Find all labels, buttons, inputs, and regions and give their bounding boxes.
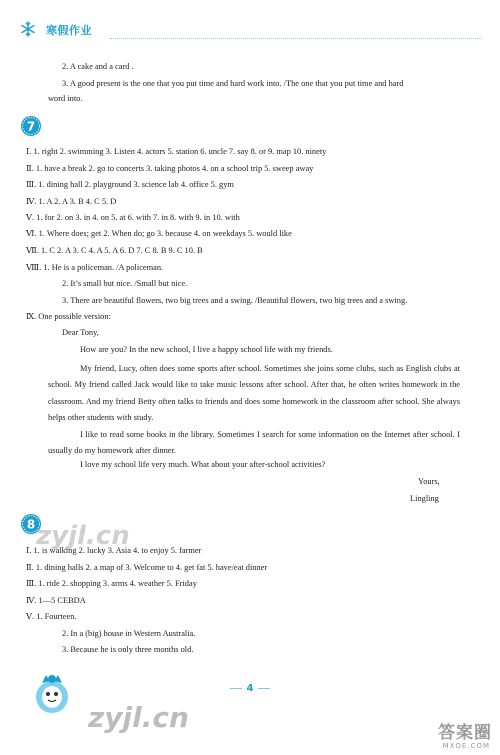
answer-line: 3. A good present is the one that you put time and hard work into. /The one that you put time and hard	[62, 79, 404, 88]
letter-paragraph: I like to read some books in the library. Sometimes I search for some information on the Internet after school. I usually do my homework after dinner.	[48, 430, 460, 456]
watermark-text: zyjl.cn	[36, 521, 130, 551]
answer-line: Ⅳ. 1—5 CEBDA	[26, 596, 86, 605]
answer-line: Ⅶ. 1. C 2. A 3. C 4. A 5. A 6. D 7. C 8. B 9. C 10. B	[26, 246, 203, 255]
answer-line: Ⅰ. 1. right 2. swimming 3. Listen 4. actors 5. station 6. uncle 7. say 8. or 9. map 10. ninety	[26, 147, 327, 156]
unit-7-number: 7	[26, 119, 36, 134]
letter-paragraph: My friend, Lucy, often does some sports after school. Sometimes she joins some clubs, such as English clubs at school. My friend called Jack would like to take music lessons after school. After that, he often writes homework in the classroom. And my friend Betty often talks to friends and does some homework in the classroom after school. She always helps other students with study.	[48, 364, 460, 423]
answer-line: Ⅵ. 1. Where does; get 2. When do; go 3. because 4. on weekdays 5. would like	[26, 229, 292, 238]
answer-line: Ⅱ. 1. dining halls 2. a map of 3. Welcome to 4. get fat 5. have/eat dinner	[26, 563, 268, 572]
unit-7-badge	[20, 115, 42, 137]
letter-greeting: Dear Tony,	[62, 328, 99, 337]
answer-line: Ⅴ. 1. for 2. on 3. in 4. on 5. at 6. with 7. in 8. with 9. in 10. with	[26, 213, 240, 222]
answer-line: Ⅸ. One possible version:	[26, 312, 111, 321]
answer-line: 2. A cake and a card .	[62, 62, 134, 71]
answer-line: 2. It’s small but nice. /Small but nice.	[62, 279, 188, 288]
logo-text: 答案圈	[438, 723, 492, 743]
site-logo	[422, 723, 492, 751]
answer-line: Ⅲ. 1. ride 2. shopping 3. arms 4. weather 5. Friday	[26, 579, 197, 588]
answer-line: Ⅳ. 1. A 2. A 3. B 4. C 5. D	[26, 197, 117, 206]
answer-line: Ⅴ. 1. Fourteen.	[26, 612, 77, 621]
letter-paragraph: How are you? In the new school, I live a happy school life with my friends.	[80, 345, 333, 354]
answer-line: Ⅲ. 1. dining hall 2. playground 3. science lab 4. office 5. gym	[26, 180, 234, 189]
answer-line: 3. There are beautiful flowers, two big trees and a swing. /Beautiful flowers, two big trees and a swing.	[62, 296, 408, 305]
header-divider	[110, 38, 482, 39]
answer-line: 3. Because he is only three months old.	[62, 645, 194, 654]
letter-paragraph: I love my school life very much. What about your after-school activities?	[80, 460, 326, 469]
answer-line: Ⅱ. 1. have a break 2. go to concerts 3. taking photos 4. on a school trip 5. sweep away	[26, 164, 314, 173]
letter-signature: Lingling	[410, 494, 439, 503]
logo-subtext: MXQE.COM	[442, 742, 490, 751]
page-title: 寒假作业	[46, 24, 92, 37]
letter-closing: Yours,	[418, 477, 440, 486]
page-number: 4	[0, 683, 500, 696]
unit-8-number: 8	[26, 517, 36, 532]
answer-line: Ⅷ. 1. He is a policeman. /A policeman.	[26, 263, 164, 272]
answer-line: Ⅰ. 1. is walking 2. lucky 3. Asia 4. to enjoy 5. farmer	[26, 546, 202, 555]
page-header	[0, 0, 500, 44]
answer-line: word into.	[48, 94, 83, 103]
answer-line: 2. In a (big) house in Western Australia.	[62, 629, 196, 638]
snowflake-icon	[20, 21, 36, 37]
watermark-text: zyjl.cn	[88, 701, 189, 734]
